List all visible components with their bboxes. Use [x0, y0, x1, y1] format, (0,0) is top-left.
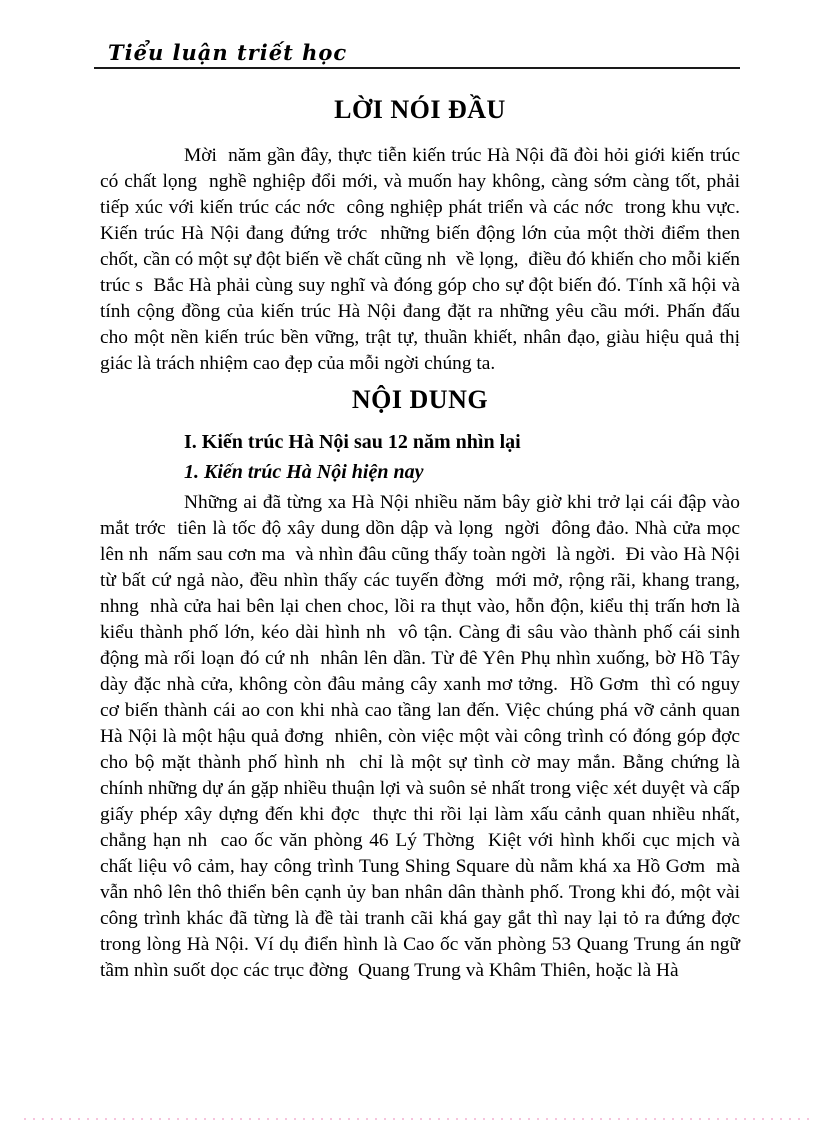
document-body [100, 0, 750, 1123]
foreword-paragraph: Mời năm gần đây, thực tiễn kiến trúc Hà Nội đã đòi hỏi giới kiến trúc có chất lọng nghề nghiệp đổi mới, và muốn hay không, càng sớm càng tốt, phải tiếp xúc với kiến trúc các nớc công nghiệp phát triển và các nớc trong khu vực. Kiến trúc Hà Nội đang đứng trớc những biến động lớn của một thời điểm then chốt, cần có một sự đột biến về chất cũng nh về lọng, điều đó khiến cho mỗi kiến trúc s Bắc Hà phải cùng suy nghĩ và đóng góp cho sự đột biến đó. Tính xã hội và tính cộng đồng của kiến trúc Hà Nội đang đặt ra những yêu cầu mới. Phấn đấu cho một nền kiến trúc bền vững, trật tự, thuần khiết, nhân đạo, giàu hiệu quả thị giác là trách nhiệm cao đẹp của mỗi ngời chúng ta. [100, 145, 745, 374]
foreword-heading: LỜI NÓI ĐẦU [334, 95, 506, 124]
section-title: I. Kiến trúc Hà Nội sau 12 năm nhìn lại [184, 431, 521, 453]
subsection-title: 1. Kiến trúc Hà Nội hiện nay [184, 461, 424, 483]
footer-dotted-line [24, 1118, 816, 1120]
body-paragraph: Những ai đã từng xa Hà Nội nhiều năm bây giờ khi trở lại cái đập vào mắt trớc tiên là tốc độ xây dung dồn dập và lọng ngời đông đảo. Nhà cửa mọc lên nh nấm sau cơn ma và nhìn đâu cũng thấy toàn ngời là ngời. Đi vào Hà Nội từ bất cứ ngả nào, đều nhìn thấy các tuyến đờng mới mở, rộng rãi, khang trang, nhng nhà cửa hai bên lại chen choc, lồi ra thụt vào, hỗn độn, kiểu thị trấn hơn là kiểu thành phố lớn, kéo dài hình nh vô tận. Càng đi sâu vào thành phố cái sinh động mà rối loạn đó cứ nh nhân lên dần. Từ đê Yên Phụ nhìn xuống, bờ Hồ Tây dày đặc nhà cửa, không còn đâu mảng cây xanh mơ tởng. Hồ Gơm thì có nguy cơ biến thành cái ao con khi nhà cao tầng lan đến. Việc chúng phá vỡ cảnh quan Hà Nội là một hậu quả đơng nhiên, còn việc một vài công trình có đóng góp đợc cho bộ mặt thành phố hình nh chỉ là một sự tình cờ may mắn. Bằng chứng là chính những dự án gặp nhiều thuận lợi và suôn sẻ nhất trong việc xét duyệt và cấp giấy phép xây dựng đến khi đợc thực thi rồi lại làm xấu cảnh quan nhiều nhất, chẳng hạn nh cao ốc văn phòng 46 Lý Thờng Kiệt với hình khối cục mịch và chất liệu vô cảm, hay công trình Tung Shing Square dù nằm khá xa Hồ Gơm mà vẫn nhô lên thô thiển bên cạnh ủy ban nhân dân thành phố. Trong khi đó, một vài công trình khác đã từng là đề tài tranh cãi khá gay gắt thì nay lại tỏ ra đứng đợc trong lòng Hà Nội. Ví dụ điển hình là Cao ốc văn phòng 53 Quang Trung án ngữ tầm nhìn suốt dọc các trục đờng Quang Trung và Khâm Thiên, hoặc là Hà [100, 492, 750, 981]
running-header: Tiểu luận triết học [94, 0, 740, 69]
content-heading: NỘI DUNG [351, 385, 489, 414]
